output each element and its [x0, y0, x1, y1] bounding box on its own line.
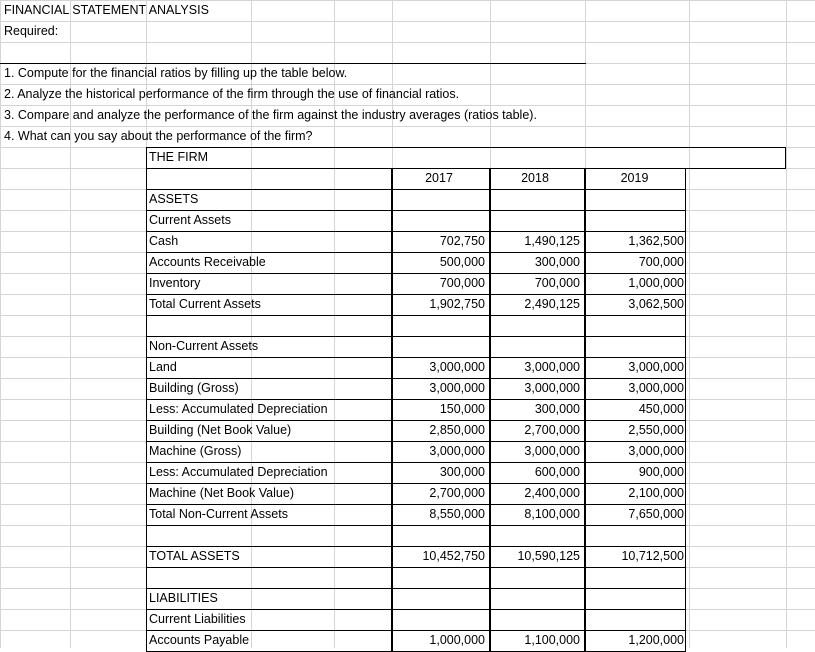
- value-cell[interactable]: 3,000,000: [628, 360, 684, 374]
- grid-row-line: [0, 42, 815, 43]
- value-cell-box: [490, 441, 585, 463]
- value-cell[interactable]: 10,452,750: [422, 549, 485, 563]
- value-cell-box: [585, 588, 686, 610]
- value-cell-box: [490, 315, 585, 337]
- value-cell[interactable]: 300,000: [534, 402, 580, 416]
- value-cell-box: [490, 357, 585, 379]
- value-cell-box: [585, 357, 686, 379]
- row-label[interactable]: Building (Gross): [149, 381, 239, 395]
- row-label[interactable]: Total Current Assets: [149, 297, 261, 311]
- value-cell[interactable]: 1,902,750: [429, 297, 485, 311]
- value-cell-box: [585, 231, 686, 253]
- row-label[interactable]: Non-Current Assets: [149, 339, 259, 353]
- value-cell[interactable]: 702,750: [439, 234, 485, 248]
- row-label-box: [146, 567, 392, 589]
- value-cell-box: [392, 399, 490, 421]
- row-label-box: [146, 441, 392, 463]
- grid-column-line: [689, 0, 690, 648]
- value-cell-box: [490, 567, 585, 589]
- value-cell[interactable]: 3,000,000: [429, 444, 485, 458]
- row-label-box: [146, 462, 392, 484]
- value-cell-box: [585, 294, 686, 316]
- value-cell-box: [392, 210, 490, 232]
- row-label[interactable]: Accounts Receivable: [149, 255, 266, 269]
- value-cell[interactable]: 1,362,500: [628, 234, 684, 248]
- row-label-box: [146, 609, 392, 631]
- value-cell-box: [585, 315, 686, 337]
- value-cell[interactable]: 10,712,500: [621, 549, 684, 563]
- instruction-line[interactable]: 4. What can you say about the performance of the firm?: [4, 129, 313, 143]
- value-cell-box: [585, 441, 686, 463]
- value-cell[interactable]: 2,700,000: [524, 423, 580, 437]
- value-cell[interactable]: 1,000,000: [429, 633, 485, 647]
- value-cell-box: [392, 231, 490, 253]
- row-label[interactable]: Land: [149, 360, 177, 374]
- row-label-box: [146, 336, 392, 358]
- value-cell-box: [490, 546, 585, 568]
- the-firm-title[interactable]: THE FIRM: [149, 150, 209, 164]
- value-cell[interactable]: 1,000,000: [628, 276, 684, 290]
- value-cell[interactable]: 8,550,000: [429, 507, 485, 521]
- row-label[interactable]: LIABILITIES: [149, 591, 218, 605]
- instruction-line[interactable]: 2. Analyze the historical performance of the firm through the use of financial ratios.: [4, 87, 460, 101]
- year-header-2017[interactable]: 2017: [425, 171, 453, 185]
- value-cell[interactable]: 700,000: [638, 255, 684, 269]
- value-cell-box: [392, 462, 490, 484]
- value-cell-box: [490, 336, 585, 358]
- value-cell-box: [490, 378, 585, 400]
- value-cell-box: [490, 252, 585, 274]
- value-cell[interactable]: 3,000,000: [524, 444, 580, 458]
- value-cell[interactable]: 500,000: [439, 255, 485, 269]
- value-cell[interactable]: 450,000: [638, 402, 684, 416]
- value-cell-box: [392, 630, 490, 652]
- row-label-box: [146, 483, 392, 505]
- the-firm-header-box[interactable]: [146, 147, 786, 169]
- row-label[interactable]: Total Non-Current Assets: [149, 507, 288, 521]
- row-label[interactable]: Less: Accumulated Depreciation: [149, 402, 328, 416]
- value-cell[interactable]: 3,000,000: [429, 381, 485, 395]
- value-cell-box: [585, 609, 686, 631]
- value-cell[interactable]: 3,000,000: [429, 360, 485, 374]
- value-cell-box: [490, 189, 585, 211]
- value-cell[interactable]: 2,490,125: [524, 297, 580, 311]
- value-cell[interactable]: 3,062,500: [628, 297, 684, 311]
- value-cell-box: [392, 420, 490, 442]
- value-cell-box: [392, 567, 490, 589]
- value-cell-box: [490, 273, 585, 295]
- value-cell-box: [392, 441, 490, 463]
- year-header-box: [585, 168, 686, 190]
- value-cell-box: [392, 315, 490, 337]
- value-cell-box: [585, 504, 686, 526]
- value-cell[interactable]: 300,000: [439, 465, 485, 479]
- row-label-box: [146, 315, 392, 337]
- row-label[interactable]: Cash: [149, 234, 179, 248]
- instruction-line[interactable]: 3. Compare and analyze the performance of the firm against the industry averages (ratios table).: [4, 108, 537, 122]
- row-label-box: [146, 588, 392, 610]
- value-cell[interactable]: 150,000: [439, 402, 485, 416]
- value-cell-box: [490, 609, 585, 631]
- row-label[interactable]: Less: Accumulated Depreciation: [149, 465, 328, 479]
- value-cell-box: [392, 483, 490, 505]
- value-cell-box: [585, 273, 686, 295]
- row-label-box: [146, 504, 392, 526]
- value-cell-box: [490, 420, 585, 442]
- value-cell-box: [392, 546, 490, 568]
- value-cell[interactable]: 900,000: [638, 465, 684, 479]
- value-cell-box: [392, 189, 490, 211]
- value-cell-box: [392, 273, 490, 295]
- row-label[interactable]: Current Assets: [149, 213, 231, 227]
- row-label-box: [146, 252, 392, 274]
- value-cell[interactable]: 3,000,000: [628, 444, 684, 458]
- value-cell-box: [490, 483, 585, 505]
- value-cell[interactable]: 300,000: [534, 255, 580, 269]
- value-cell[interactable]: 3,000,000: [524, 360, 580, 374]
- value-cell-box: [585, 378, 686, 400]
- row-label-box: [146, 294, 392, 316]
- row-label-box: [146, 189, 392, 211]
- value-cell[interactable]: 8,100,000: [524, 507, 580, 521]
- sheet-title[interactable]: FINANCIAL STATEMENT ANALYSIS: [4, 3, 209, 17]
- row-label-box: [146, 231, 392, 253]
- value-cell[interactable]: 2,550,000: [628, 423, 684, 437]
- value-cell[interactable]: 2,700,000: [429, 486, 485, 500]
- instruction-line[interactable]: 1. Compute for the financial ratios by filling up the table below.: [4, 66, 348, 80]
- row-label-box: [146, 210, 392, 232]
- value-cell-box: [490, 294, 585, 316]
- value-cell[interactable]: 10,590,125: [517, 549, 580, 563]
- year-header-2018[interactable]: 2018: [521, 171, 549, 185]
- value-cell-box: [392, 336, 490, 358]
- row-label[interactable]: Inventory: [149, 276, 201, 290]
- value-cell-box: [585, 525, 686, 547]
- row-label-box: [146, 546, 392, 568]
- row-label-box: [146, 357, 392, 379]
- value-cell-box: [392, 609, 490, 631]
- value-cell-box: [392, 525, 490, 547]
- value-cell[interactable]: 7,650,000: [628, 507, 684, 521]
- value-cell-box: [392, 357, 490, 379]
- value-cell[interactable]: 2,100,000: [628, 486, 684, 500]
- value-cell-box: [585, 483, 686, 505]
- value-cell-box: [585, 189, 686, 211]
- value-cell[interactable]: 600,000: [534, 465, 580, 479]
- row-label-box: [146, 420, 392, 442]
- year-header-box: [490, 168, 585, 190]
- value-cell-box: [585, 252, 686, 274]
- value-cell-box: [392, 294, 490, 316]
- value-cell-box: [490, 504, 585, 526]
- value-cell[interactable]: 2,400,000: [524, 486, 580, 500]
- value-cell-box: [585, 399, 686, 421]
- value-cell[interactable]: 2,850,000: [429, 423, 485, 437]
- value-cell[interactable]: 1,490,125: [524, 234, 580, 248]
- grid-column-line: [786, 0, 787, 648]
- value-cell-box: [585, 420, 686, 442]
- row-label[interactable]: Building (Net Book Value): [149, 423, 292, 437]
- value-cell-box: [585, 567, 686, 589]
- value-cell-box: [490, 210, 585, 232]
- row-label-box: [146, 378, 392, 400]
- value-cell[interactable]: 1,200,000: [628, 633, 684, 647]
- value-cell-box: [392, 252, 490, 274]
- value-cell-box: [585, 210, 686, 232]
- value-cell[interactable]: 700,000: [439, 276, 485, 290]
- row-label-box: [146, 630, 392, 652]
- value-cell-box: [392, 588, 490, 610]
- value-cell-box: [392, 504, 490, 526]
- grid-row-line: [0, 21, 815, 22]
- value-cell[interactable]: 700,000: [534, 276, 580, 290]
- value-cell-box: [392, 378, 490, 400]
- row-label[interactable]: Machine (Gross): [149, 444, 242, 458]
- value-cell-box: [585, 336, 686, 358]
- value-cell[interactable]: 3,000,000: [524, 381, 580, 395]
- value-cell-box: [490, 231, 585, 253]
- value-cell[interactable]: 3,000,000: [628, 381, 684, 395]
- value-cell-box: [585, 462, 686, 484]
- value-cell-box: [585, 546, 686, 568]
- row-label[interactable]: TOTAL ASSETS: [149, 549, 240, 563]
- row-label[interactable]: Current Liabilities: [149, 612, 246, 626]
- value-cell-box: [490, 399, 585, 421]
- year-header-2019[interactable]: 2019: [620, 171, 649, 185]
- label-column-header-box: [146, 168, 392, 190]
- row-label[interactable]: Accounts Payable: [149, 633, 250, 647]
- value-cell-box: [490, 588, 585, 610]
- value-cell[interactable]: 1,100,000: [524, 633, 580, 647]
- instructions-border: [0, 63, 586, 147]
- value-cell-box: [490, 462, 585, 484]
- row-label-box: [146, 399, 392, 421]
- required-label[interactable]: Required:: [4, 24, 59, 38]
- value-cell-box: [585, 630, 686, 652]
- row-label-box: [146, 273, 392, 295]
- value-cell-box: [490, 525, 585, 547]
- row-label[interactable]: ASSETS: [149, 192, 199, 206]
- year-header-box: [392, 168, 490, 190]
- value-cell-box: [490, 630, 585, 652]
- row-label-box: [146, 525, 392, 547]
- row-label[interactable]: Machine (Net Book Value): [149, 486, 294, 500]
